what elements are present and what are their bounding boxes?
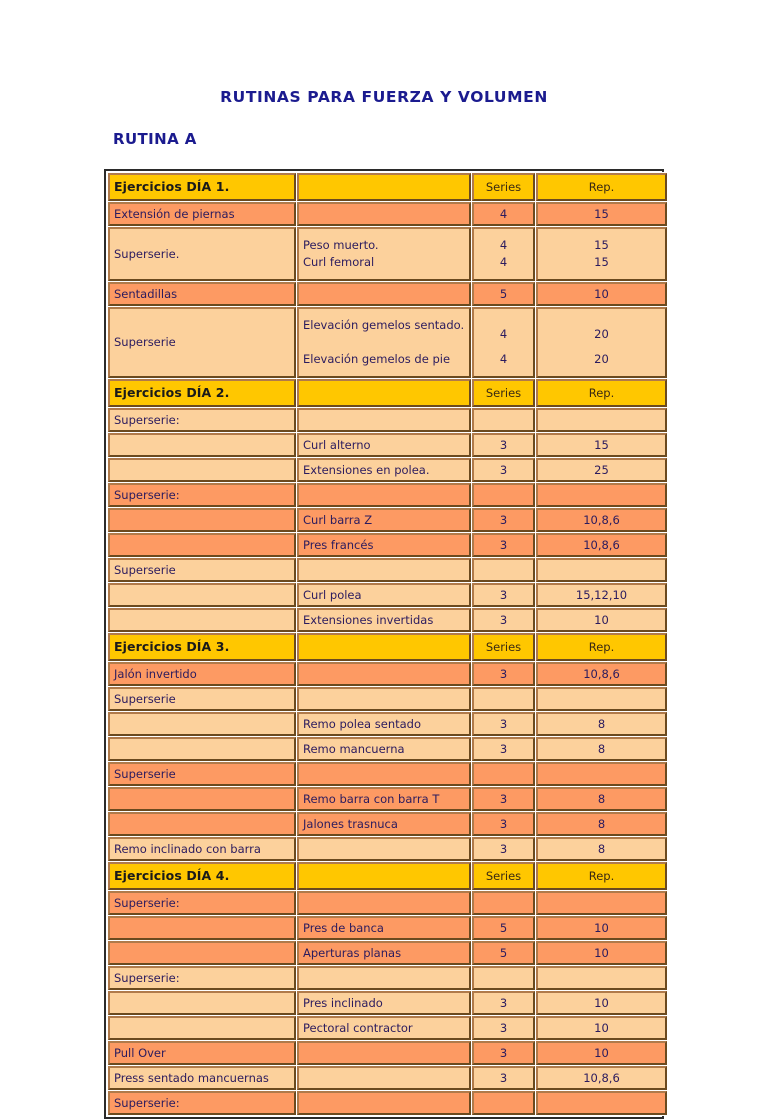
reps-value: 10 xyxy=(536,941,667,965)
table-row xyxy=(108,483,667,507)
reps-value xyxy=(536,966,667,990)
exercise-group-label xyxy=(108,1016,296,1040)
table-row xyxy=(108,712,667,736)
reps-value: 8 xyxy=(536,737,667,761)
reps-column-header: Rep. xyxy=(536,633,667,661)
exercise-group-label xyxy=(108,787,296,811)
table-row xyxy=(108,941,667,965)
series-value: 3 xyxy=(472,991,535,1015)
exercise-name: Elevación gemelos sentado. xyxy=(303,318,465,332)
superset-group-label: Superserie. xyxy=(108,227,296,281)
reps-value xyxy=(536,1091,667,1115)
series-value xyxy=(472,687,535,711)
series-value: 3 xyxy=(472,533,535,557)
superset-reps-stack xyxy=(536,227,667,281)
table-row xyxy=(108,812,667,836)
reps-value: 10 xyxy=(536,1016,667,1040)
exercise-name xyxy=(297,1066,471,1090)
day-header-row xyxy=(108,862,667,890)
table-row xyxy=(108,891,667,915)
reps-column-header: Rep. xyxy=(536,173,667,201)
table-row xyxy=(108,227,667,281)
exercise-name: Extensiones invertidas xyxy=(297,608,471,632)
exercise-name xyxy=(297,662,471,686)
day-header-blank xyxy=(297,173,471,201)
exercise-name xyxy=(297,1091,471,1115)
exercise-group-label: Superserie: xyxy=(108,966,296,990)
series-value xyxy=(472,966,535,990)
routine-table xyxy=(107,172,668,1116)
table-row xyxy=(108,1066,667,1090)
superset-exercise-stack xyxy=(297,307,471,378)
table-row xyxy=(108,1041,667,1065)
table-row xyxy=(108,608,667,632)
reps-value: 10,8,6 xyxy=(536,533,667,557)
exercise-group-label: Superserie xyxy=(108,762,296,786)
table-row xyxy=(108,307,667,378)
series-value: 3 xyxy=(472,712,535,736)
reps-value: 8 xyxy=(536,837,667,861)
exercise-group-label xyxy=(108,533,296,557)
exercise-group-label: Extensión de piernas xyxy=(108,202,296,226)
table-row xyxy=(108,991,667,1015)
exercise-group-label xyxy=(108,991,296,1015)
superset-exercise-stack xyxy=(297,227,471,281)
day-header-blank xyxy=(297,633,471,661)
exercise-group-label xyxy=(108,458,296,482)
reps-value xyxy=(536,408,667,432)
exercise-group-label xyxy=(108,916,296,940)
exercise-name: Curl alterno xyxy=(297,433,471,457)
reps-column-header: Rep. xyxy=(536,379,667,407)
reps-value: 15 xyxy=(594,255,609,269)
reps-value: 20 xyxy=(594,352,609,366)
exercise-name: Pres de banca xyxy=(297,916,471,940)
reps-value xyxy=(536,483,667,507)
reps-value: 15 xyxy=(594,238,609,252)
series-value: 3 xyxy=(472,737,535,761)
series-value xyxy=(472,483,535,507)
table-row xyxy=(108,787,667,811)
exercise-name xyxy=(297,687,471,711)
reps-value: 8 xyxy=(536,712,667,736)
table-row xyxy=(108,202,667,226)
exercise-name: Aperturas planas xyxy=(297,941,471,965)
reps-value: 10,8,6 xyxy=(536,662,667,686)
exercise-name: Jalones trasnuca xyxy=(297,812,471,836)
series-value: 4 xyxy=(499,352,508,366)
series-value xyxy=(472,408,535,432)
series-value: 3 xyxy=(472,812,535,836)
exercise-name: Curl barra Z xyxy=(297,508,471,532)
series-value xyxy=(472,762,535,786)
reps-value: 10 xyxy=(536,916,667,940)
reps-column-header: Rep. xyxy=(536,862,667,890)
table-row xyxy=(108,433,667,457)
exercise-group-label: Press sentado mancuernas xyxy=(108,1066,296,1090)
routine-table-body xyxy=(108,173,667,1115)
series-value: 3 xyxy=(472,1041,535,1065)
table-row xyxy=(108,916,667,940)
day-label: Ejercicios DÍA 1. xyxy=(108,173,296,201)
table-row xyxy=(108,583,667,607)
reps-value: 25 xyxy=(536,458,667,482)
exercise-group-label xyxy=(108,508,296,532)
exercise-group-label: Superserie: xyxy=(108,483,296,507)
exercise-name: Pectoral contractor xyxy=(297,1016,471,1040)
reps-value xyxy=(536,891,667,915)
series-value: 5 xyxy=(472,282,535,306)
table-row xyxy=(108,837,667,861)
exercise-group-label: Superserie xyxy=(108,558,296,582)
exercise-group-label: Superserie: xyxy=(108,408,296,432)
day-label: Ejercicios DÍA 3. xyxy=(108,633,296,661)
exercise-group-label: Pull Over xyxy=(108,1041,296,1065)
day-header-blank xyxy=(297,862,471,890)
series-value: 3 xyxy=(472,608,535,632)
series-value: 3 xyxy=(472,458,535,482)
superset-series-stack xyxy=(472,307,535,378)
page-title: RUTINAS PARA FUERZA Y VOLUMEN xyxy=(220,88,548,106)
reps-value: 10,8,6 xyxy=(536,508,667,532)
series-column-header: Series xyxy=(472,862,535,890)
table-row xyxy=(108,737,667,761)
series-value xyxy=(472,891,535,915)
table-row xyxy=(108,508,667,532)
exercise-name: Remo polea sentado xyxy=(297,712,471,736)
table-row xyxy=(108,662,667,686)
exercise-name xyxy=(297,837,471,861)
exercise-group-label: Sentadillas xyxy=(108,282,296,306)
reps-value: 8 xyxy=(536,787,667,811)
exercise-group-label: Superserie xyxy=(108,687,296,711)
series-value: 3 xyxy=(472,662,535,686)
table-row xyxy=(108,1091,667,1115)
table-row xyxy=(108,966,667,990)
series-value: 4 xyxy=(499,238,508,252)
reps-value: 10 xyxy=(536,608,667,632)
series-value: 3 xyxy=(472,583,535,607)
reps-value: 15 xyxy=(536,202,667,226)
reps-value xyxy=(536,762,667,786)
exercise-group-label: Superserie: xyxy=(108,891,296,915)
series-value: 3 xyxy=(472,787,535,811)
exercise-name xyxy=(297,483,471,507)
exercise-name xyxy=(297,282,471,306)
reps-value: 10 xyxy=(536,282,667,306)
reps-value xyxy=(536,687,667,711)
exercise-group-label xyxy=(108,737,296,761)
exercise-group-label xyxy=(108,812,296,836)
exercise-name: Remo barra con barra T xyxy=(297,787,471,811)
day-header-row xyxy=(108,173,667,201)
exercise-name xyxy=(297,891,471,915)
series-value: 4 xyxy=(472,202,535,226)
table-row xyxy=(108,762,667,786)
table-row xyxy=(108,533,667,557)
series-value: 3 xyxy=(472,1066,535,1090)
table-row xyxy=(108,687,667,711)
series-value: 3 xyxy=(472,508,535,532)
routine-table-container xyxy=(104,169,664,1119)
exercise-name xyxy=(297,1041,471,1065)
exercise-name: Remo mancuerna xyxy=(297,737,471,761)
exercise-name: Pres francés xyxy=(297,533,471,557)
table-row xyxy=(108,558,667,582)
reps-value: 10 xyxy=(536,1041,667,1065)
exercise-name: Elevación gemelos de pie xyxy=(303,352,451,366)
exercise-name xyxy=(297,558,471,582)
table-row xyxy=(108,458,667,482)
exercise-name: Curl femoral xyxy=(303,255,375,269)
series-column-header: Series xyxy=(472,633,535,661)
series-value: 5 xyxy=(472,916,535,940)
exercise-name xyxy=(297,966,471,990)
reps-value: 15 xyxy=(536,433,667,457)
exercise-name: Peso muerto. xyxy=(303,238,379,252)
table-row xyxy=(108,1016,667,1040)
series-value xyxy=(472,1091,535,1115)
series-value: 4 xyxy=(499,255,508,269)
series-value: 4 xyxy=(499,327,508,341)
exercise-name: Curl polea xyxy=(297,583,471,607)
reps-value: 10 xyxy=(536,991,667,1015)
exercise-name: Pres inclinado xyxy=(297,991,471,1015)
exercise-group-label xyxy=(108,608,296,632)
exercise-group-label: Remo inclinado con barra xyxy=(108,837,296,861)
series-column-header: Series xyxy=(472,173,535,201)
reps-value: 8 xyxy=(536,812,667,836)
exercise-group-label: Jalón invertido xyxy=(108,662,296,686)
day-header-blank xyxy=(297,379,471,407)
series-column-header: Series xyxy=(472,379,535,407)
exercise-group-label: Superserie: xyxy=(108,1091,296,1115)
routine-title: RUTINA A xyxy=(113,130,197,148)
exercise-name xyxy=(297,762,471,786)
superset-group-label: Superserie xyxy=(108,307,296,378)
reps-value: 20 xyxy=(594,327,609,341)
day-label: Ejercicios DÍA 2. xyxy=(108,379,296,407)
reps-value: 15,12,10 xyxy=(536,583,667,607)
day-header-row xyxy=(108,633,667,661)
exercise-group-label xyxy=(108,941,296,965)
series-value: 3 xyxy=(472,837,535,861)
day-header-row xyxy=(108,379,667,407)
exercise-name: Extensiones en polea. xyxy=(297,458,471,482)
day-label: Ejercicios DÍA 4. xyxy=(108,862,296,890)
exercise-name xyxy=(297,202,471,226)
table-row xyxy=(108,408,667,432)
series-value xyxy=(472,558,535,582)
reps-value xyxy=(536,558,667,582)
superset-reps-stack xyxy=(536,307,667,378)
table-row xyxy=(108,282,667,306)
exercise-group-label xyxy=(108,712,296,736)
series-value: 5 xyxy=(472,941,535,965)
exercise-name xyxy=(297,408,471,432)
series-value: 3 xyxy=(472,1016,535,1040)
exercise-group-label xyxy=(108,583,296,607)
exercise-group-label xyxy=(108,433,296,457)
series-value: 3 xyxy=(472,433,535,457)
superset-series-stack xyxy=(472,227,535,281)
reps-value: 10,8,6 xyxy=(536,1066,667,1090)
